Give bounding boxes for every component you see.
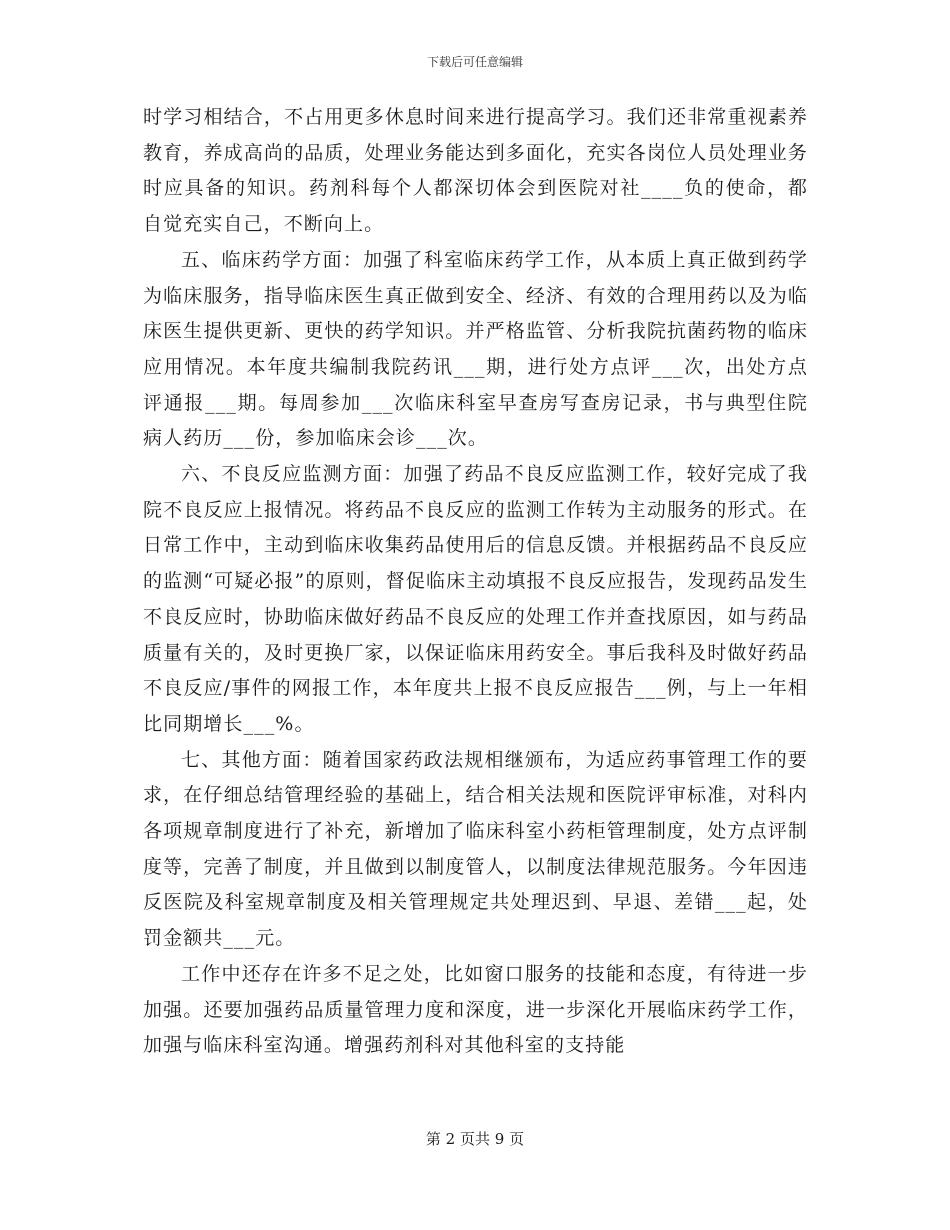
paragraph-clinical-pharmacy: 五、临床药学方面：加强了科室临床药学工作，从本质上真正做到药学为临床服务，指导临床医生真正做到安全、经济、有效的合理用药以及为临床医生提供更新、更快的药学知识。并严格监管、分析我院抗菌药物的临床应用情况。本年度共编制我院药讯___期，进行处方点评___次，出处方点评通报___期。每周参加___次临床科室早查房写查房记录，书与典型住院病人药历___份，参加临床会诊___次。 (143, 248, 808, 450)
page-header: 下载后可任意编辑 (426, 55, 523, 69)
paragraph-adverse-reaction: 六、不良反应监测方面：加强了药品不良反应监测工作，较好完成了我院不良反应上报情况。将药品不良反应的监测工作转为主动服务的形式。在日常工作中，主动到临床收集药品使用后的信息反馈。并根据药品不良反应的监测“可疑必报”的原则，督促临床主动填报不良反应报告，发现药品发生不良反应时，协助临床做好药品不良反应的处理工作并查找原因，如与药品质量有关的，及时更换厂家，以保证临床用药安全。事后我科及时做好药品不良反应/事件的网报工作，本年度共上报不良反应报告___例，与上一年相比同期增长___%。 (143, 463, 808, 735)
paragraph-shortcomings: 工作中还存在许多不足之处，比如窗口服务的技能和态度，有待进一步加强。还要加强药品质量管理力度和深度，进一步深化开展临床药学工作，加强与临床科室沟通。增强药剂科对其他科室的支持能 (143, 962, 808, 1057)
paragraph-continuation: 时学习相结合，不占用更多休息时间来进行提高学习。我们还非常重视素养教育，养成高尚的品质，处理业务能达到多面化，充实各岗位人员处理业务时应具备的知识。药剂科每个人都深切体会到医院对社____负的使命，都自觉充实自己，不断向上。 (143, 106, 808, 236)
document-body (143, 100, 808, 1064)
page-number: 第 2 页共 9 页 (425, 1130, 525, 1148)
paragraph-other-aspects: 七、其他方面：随着国家药政法规相继颁布，为适应药事管理工作的要求，在仔细总结管理经验的基础上，结合相关法规和医院评审标准，对科内各项规章制度进行了补充，新增加了临床科室小药柜管理制度，处方点评制度等，完善了制度，并且做到以制度管人，以制度法律规范服务。今年因违反医院及科室规章制度及相关管理规定共处理迟到、早退、差错___起，处罚金额共___元。 (143, 748, 808, 950)
